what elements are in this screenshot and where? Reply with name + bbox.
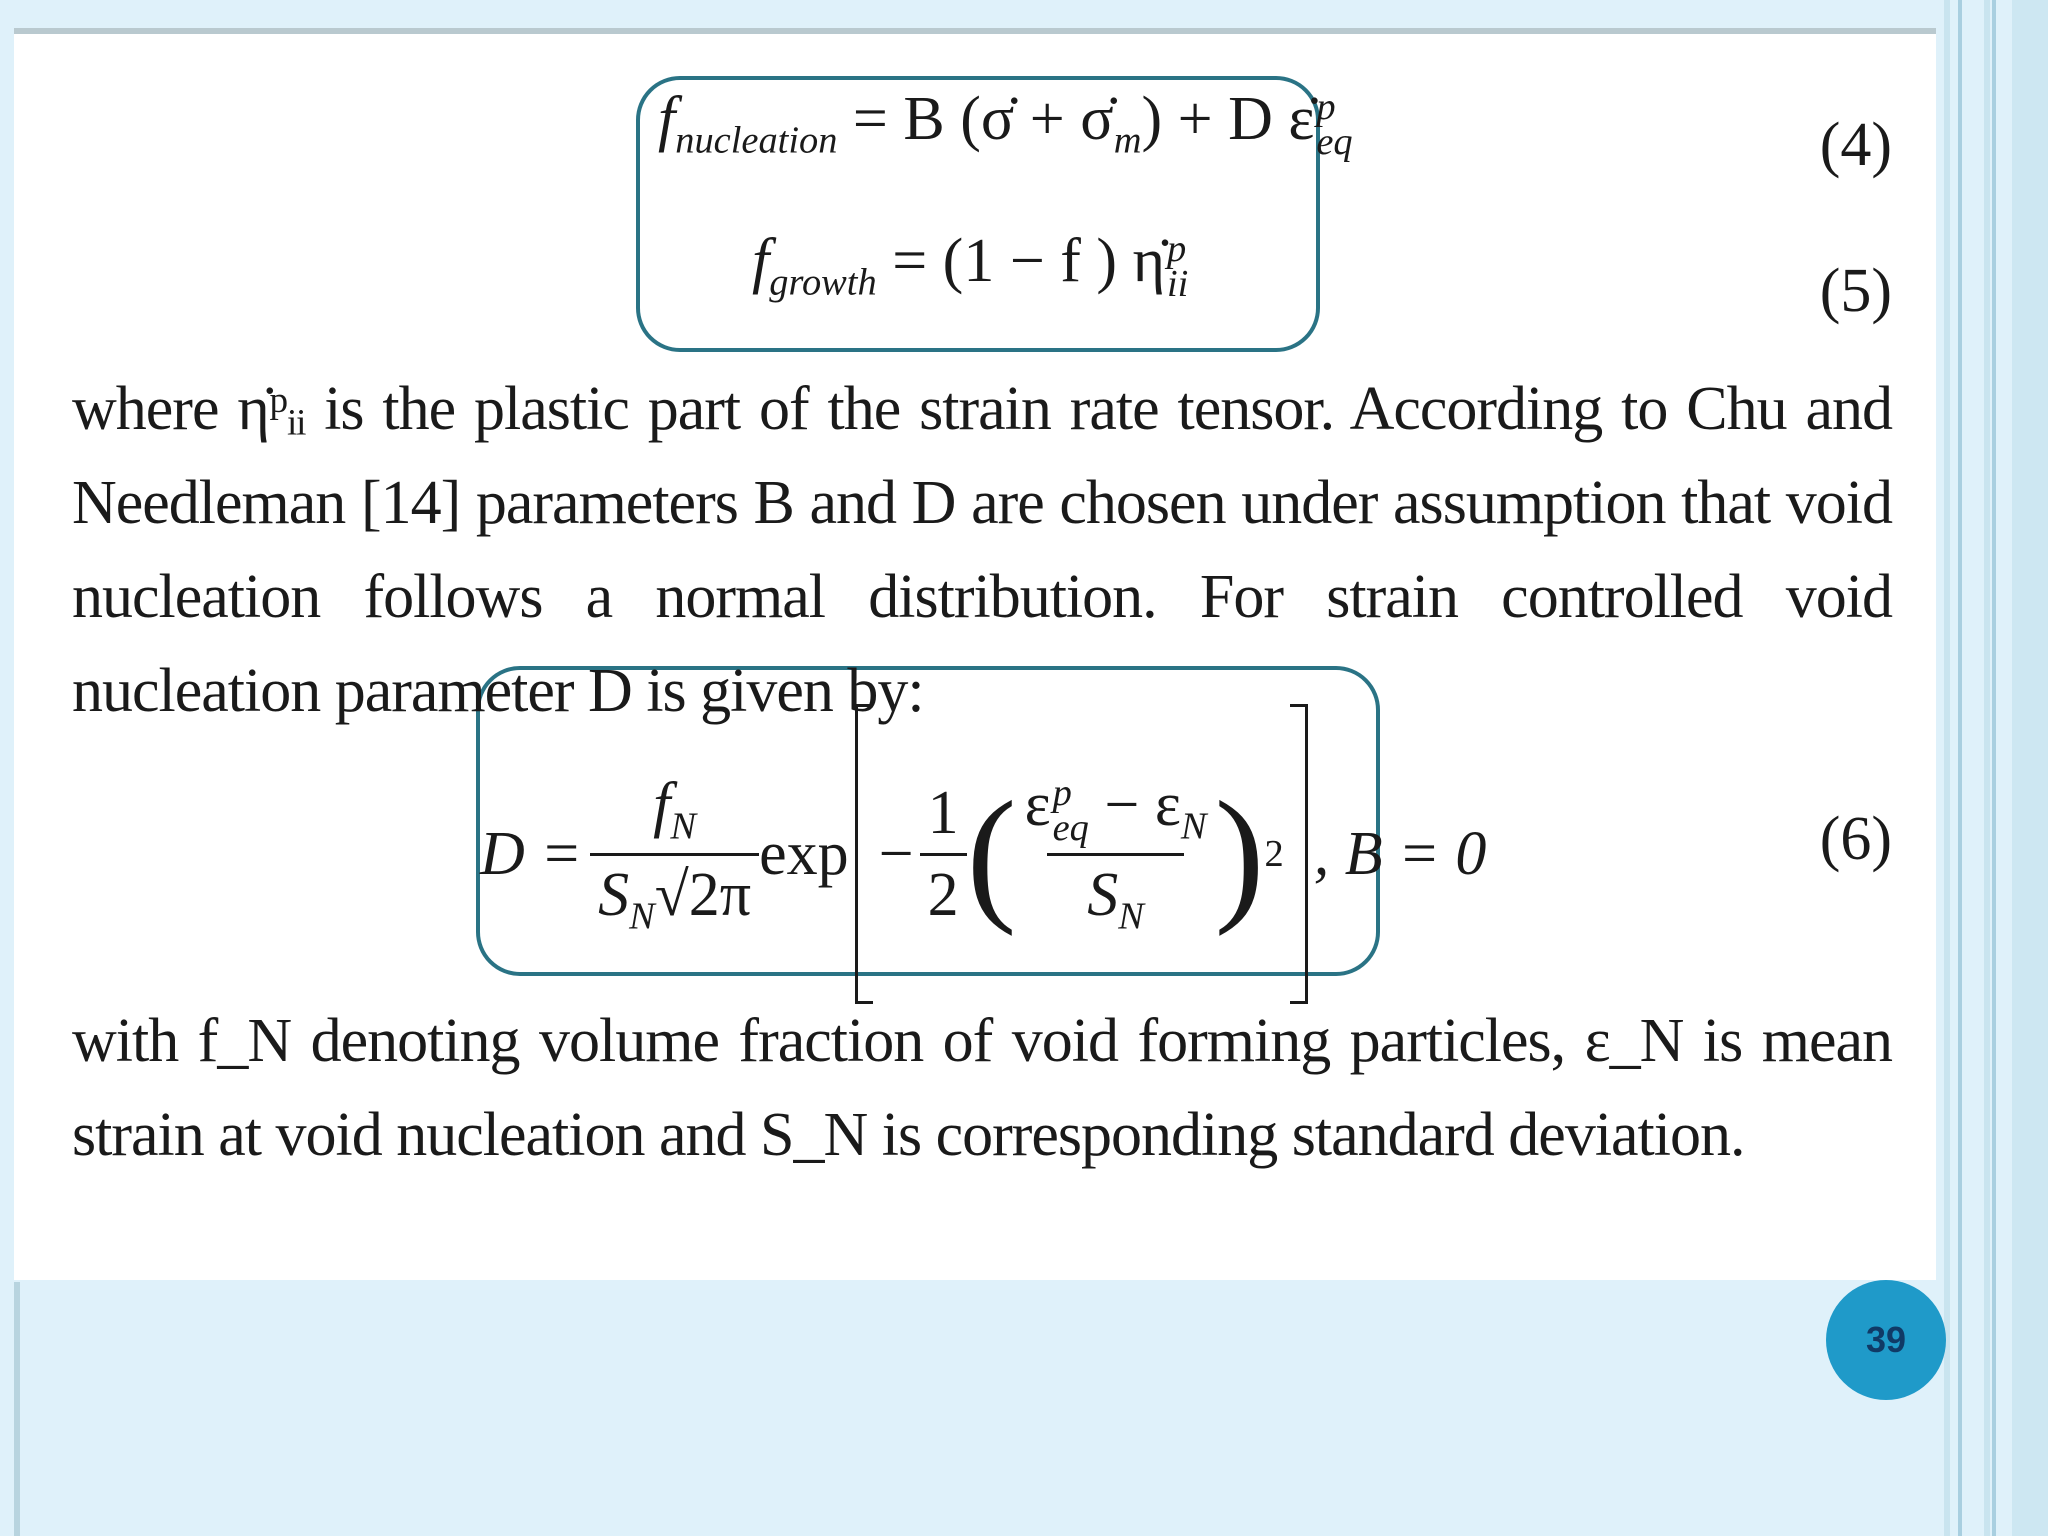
- symbol-f: f: [752, 227, 770, 295]
- fraction-one-half: [920, 778, 967, 931]
- symbol-epsilon: ε: [1024, 771, 1051, 840]
- symbol-f: f: [653, 771, 671, 840]
- right-paren: ): [1214, 771, 1265, 937]
- minus-epsilon: − ε: [1088, 771, 1181, 840]
- symbol-S: S: [1087, 860, 1119, 929]
- eq5-rhs: = (1 − f ) η̇: [892, 227, 1165, 295]
- power-2: 2: [1264, 833, 1284, 875]
- eq6-tail: , B = 0: [1313, 819, 1487, 888]
- minus-sign: −: [878, 819, 914, 888]
- exp-function: exp: [759, 819, 849, 888]
- slide-border-strip: [2012, 0, 2048, 1536]
- fraction-strain: [1017, 770, 1215, 938]
- supsub: [1052, 772, 1089, 849]
- paper-content: [72, 34, 1892, 1280]
- eq4-rhs2: ) + D ε̇: [1141, 85, 1315, 153]
- eq6-lhs: D =: [480, 819, 583, 888]
- equation-5: [752, 226, 1188, 304]
- subscript-N: N: [1118, 894, 1144, 937]
- left-paren: (: [966, 771, 1017, 937]
- equation-4: [658, 84, 1353, 162]
- fraction-fN-over-SN: [590, 770, 759, 938]
- strain-numerator: [1017, 770, 1215, 852]
- equation-6: [480, 704, 1486, 1004]
- paragraph-2: with f_N denoting volume fraction of void forming particles, ε_N is mean strain at void nucleation and S_N is corresponding standard deviation.: [72, 1007, 1892, 1169]
- slide-border-strip: [1944, 0, 1950, 1536]
- slide-border-strip: [1984, 0, 1990, 1536]
- subscript-eq: eq: [1316, 120, 1353, 163]
- eq4-supsub: [1316, 86, 1353, 163]
- superscript-p: p: [1167, 228, 1187, 271]
- sqrt-2pi: √2π: [654, 860, 752, 929]
- subscript-eq: eq: [1052, 806, 1089, 849]
- fraction-denominator: [590, 853, 759, 938]
- equation-number-4: (4): [1819, 111, 1892, 179]
- fraction-numerator: [645, 770, 704, 852]
- equation-number-5: (5): [1819, 257, 1892, 325]
- subscript-nucleation: nucleation: [675, 119, 838, 162]
- left-bracket: [855, 704, 873, 1004]
- strain-denominator: [1047, 853, 1184, 938]
- left-shadow: [14, 1282, 20, 1536]
- slide-number-badge: 39: [1826, 1280, 1946, 1400]
- slide-border-strip: [1992, 0, 1996, 1536]
- half-denominator: 2: [920, 853, 967, 931]
- paper-excerpt: [14, 34, 1936, 1280]
- subscript-m: m: [1113, 119, 1142, 162]
- right-bracket: [1290, 704, 1308, 1004]
- superscript-p: p: [1316, 86, 1336, 129]
- half-numerator: 1: [927, 778, 959, 847]
- superscript-p: p: [1052, 772, 1072, 815]
- symbol-S: S: [598, 860, 630, 929]
- eq5-supsub: [1167, 228, 1189, 305]
- eq4-rhs: = B (σ̇ + σ̇: [852, 85, 1114, 153]
- subscript-N: N: [629, 894, 655, 937]
- equation-number-6: (6): [1819, 805, 1892, 873]
- symbol-f: f: [658, 85, 676, 153]
- subscript-growth: growth: [769, 261, 877, 304]
- subscript-N: N: [670, 805, 697, 848]
- slide-border-strip: [1958, 0, 1962, 1536]
- subscript-ii: ii: [1167, 262, 1189, 305]
- paragraph-1: where η̇ᵖᵢᵢ is the plastic part of the strain rate tensor. According to Chu and Needleman [14] parameters B and D are chosen under assumption that void nucleation follows a normal distribution. For strain controlled void nucleation parameter D is given by:: [72, 375, 1892, 725]
- subscript-N: N: [1180, 805, 1207, 848]
